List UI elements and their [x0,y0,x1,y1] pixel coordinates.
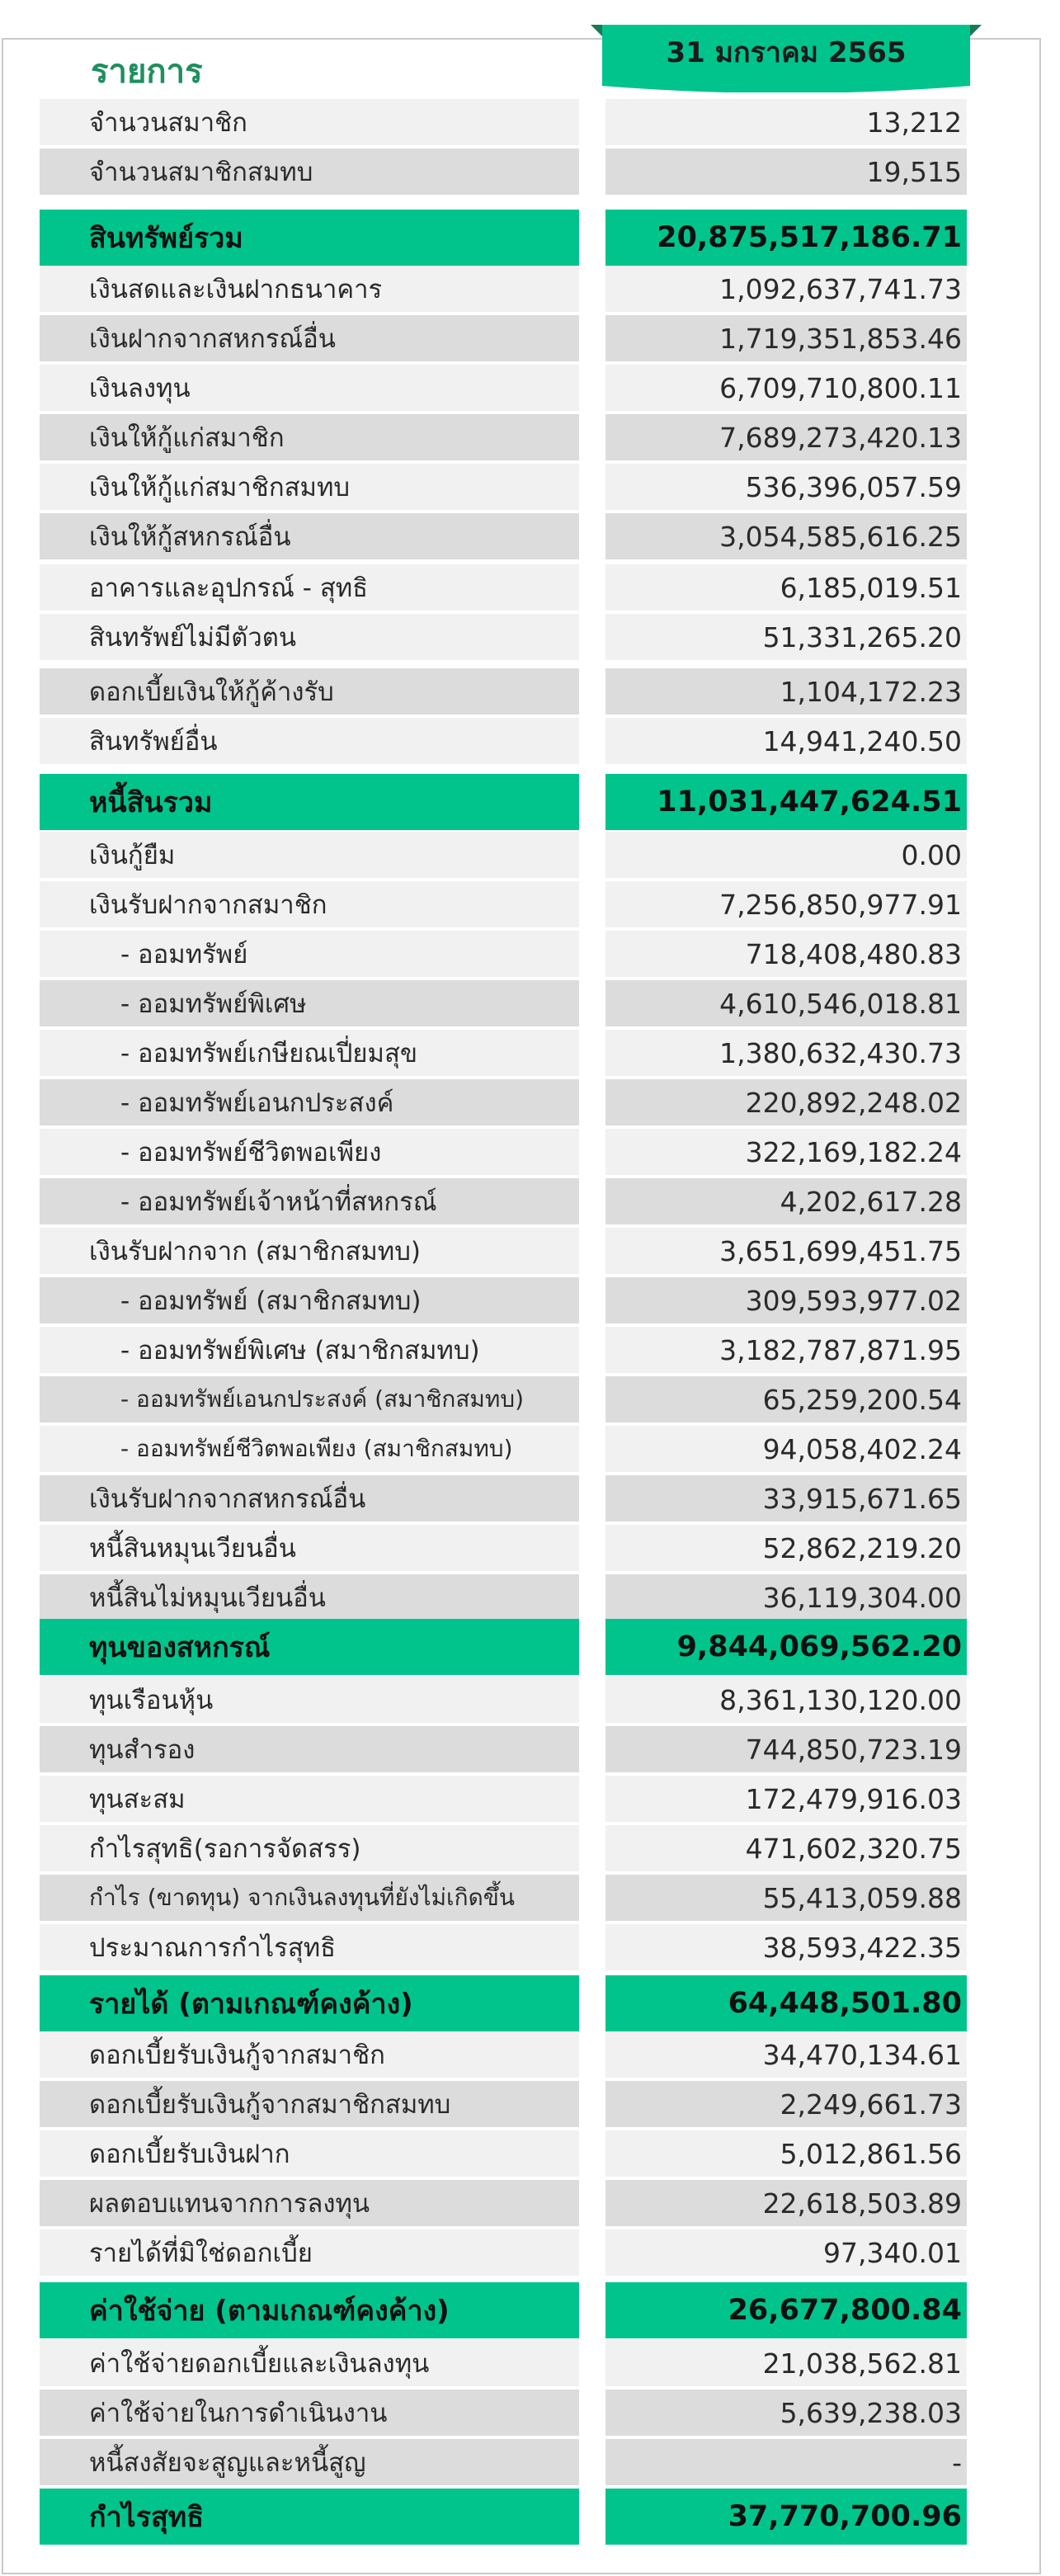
row-value: 19,515 [605,149,967,195]
table-row [40,2229,967,2276]
row-value: 471,602,320.75 [605,1825,967,1871]
table-row [40,1875,967,1921]
row-label: - ออมทรัพย์พิเศษ (สมาชิกสมทบ) [40,1327,579,1373]
row-label: หนี้สินไม่หมุนเวียนอื่น [40,1574,579,1621]
table-row [40,2031,967,2078]
row-label: เงินสดและเงินฝากธนาคาร [40,266,579,312]
section-header-row [40,2489,967,2545]
section-header-row [40,1975,967,2031]
row-label: - ออมทรัพย์พิเศษ [40,980,579,1026]
row-value: 536,396,057.59 [605,464,967,510]
row-value: 5,639,238.03 [605,2390,967,2436]
section-header-row [40,774,967,830]
table-row [40,1776,967,1822]
row-value: 9,844,069,562.20 [605,1619,967,1675]
table-row [40,1574,967,1621]
row-value: 20,875,517,186.71 [605,210,967,266]
row-label: หนี้สงสัยจะสูญและหนี้สูญ [40,2439,579,2485]
table-row [40,668,967,715]
table-row [40,1327,967,1373]
row-value: 172,479,916.03 [605,1776,967,1822]
row-label: เงินให้กู้แก่สมาชิก [40,414,579,460]
table-row [40,149,967,195]
table-row [40,1376,967,1422]
table-row [40,564,967,611]
row-value: 220,892,248.02 [605,1079,967,1125]
row-value: 2,249,661.73 [605,2081,967,2127]
row-value: 51,331,265.20 [605,614,967,660]
row-value: 309,593,977.02 [605,1277,967,1323]
table-row [40,2390,967,2436]
row-label: ผลตอบแทนจากการลงทุน [40,2180,579,2226]
row-value: 1,104,172.23 [605,668,967,715]
section-header-row [40,1619,967,1675]
row-label: หนี้สินรวม [40,774,579,830]
row-label: สินทรัพย์อื่น [40,718,579,764]
row-value: 744,850,723.19 [605,1726,967,1772]
row-value: 55,413,059.88 [605,1875,967,1921]
row-value: 4,610,546,018.81 [605,980,967,1026]
table-row [40,1677,967,1723]
row-label: - ออมทรัพย์เอนกประสงค์ (สมาชิกสมทบ) [40,1376,579,1422]
table-row [40,1277,967,1323]
row-label: สินทรัพย์ไม่มีตัวตน [40,614,579,660]
row-label: เงินให้กู้สหกรณ์อื่น [40,513,579,559]
row-label: - ออมทรัพย์เกษียณเปี่ยมสุข [40,1030,579,1076]
row-label: ดอกเบี้ยเงินให้กู้ค้างรับ [40,668,579,715]
row-value: 3,054,585,616.25 [605,513,967,559]
row-value: 37,770,700.96 [605,2489,967,2545]
table-row [40,2340,967,2386]
table-row [40,266,967,312]
row-value: 52,862,219.20 [605,1525,967,1571]
row-label: ทุนเรือนหุ้น [40,1677,579,1723]
row-label: ค่าใช้จ่ายดอกเบี้ยและเงินลงทุน [40,2340,579,2386]
row-label: - ออมทรัพย์ชีวิตพอเพียง (สมาชิกสมทบ) [40,1426,579,1472]
row-label: ทุนของสหกรณ์ [40,1619,579,1675]
row-value: 26,677,800.84 [605,2282,967,2338]
row-value: 11,031,447,624.51 [605,774,967,830]
row-label: กำไร (ขาดทุน) จากเงินลงทุนที่ยังไม่เกิดขึ้น [40,1875,579,1921]
row-label: กำไรสุทธิ(รอการจัดสรร) [40,1825,579,1871]
section-header-row [40,210,967,266]
table-row [40,2081,967,2127]
table-row [40,1726,967,1772]
table-row [40,931,967,977]
table-row [40,1825,967,1871]
row-label: - ออมทรัพย์เจ้าหน้าที่สหกรณ์ [40,1178,579,1224]
row-value: 3,182,787,871.95 [605,1327,967,1373]
table-row [40,315,967,361]
table-row [40,832,967,878]
table-row [40,99,967,145]
row-value: 3,651,699,451.75 [605,1228,967,1274]
row-value: 36,119,304.00 [605,1574,967,1621]
row-label: เงินรับฝากจาก (สมาชิกสมทบ) [40,1228,579,1274]
row-label: จำนวนสมาชิกสมทบ [40,149,579,195]
table-row [40,365,967,411]
row-value: 1,719,351,853.46 [605,315,967,361]
row-label: เงินฝากจากสหกรณ์อื่น [40,315,579,361]
table-row [40,718,967,764]
table-row [40,513,967,559]
row-label: ค่าใช้จ่าย (ตามเกณฑ์คงค้าง) [40,2282,579,2338]
row-value: 7,689,273,420.13 [605,414,967,460]
date-header-tab [591,25,982,92]
table-row [40,2439,967,2485]
table-row [40,2130,967,2177]
table-row [40,2180,967,2226]
table-row [40,1426,967,1472]
table-row [40,1228,967,1274]
row-label: ทุนสำรอง [40,1726,579,1772]
row-label: อาคารและอุปกรณ์ - สุทธิ [40,564,579,611]
row-label: - ออมทรัพย์ชีวิตพอเพียง [40,1129,579,1175]
section-header-row [40,2282,967,2338]
row-label: จำนวนสมาชิก [40,99,579,145]
row-value: 64,448,501.80 [605,1975,967,2031]
row-label: เงินรับฝากจากสมาชิก [40,881,579,927]
row-value: 1,380,632,430.73 [605,1030,967,1076]
row-label: เงินลงทุน [40,365,579,411]
row-label: หนี้สินหมุนเวียนอื่น [40,1525,579,1571]
row-value: 94,058,402.24 [605,1426,967,1472]
table-row [40,464,967,510]
row-label: - ออมทรัพย์ [40,931,579,977]
table-row [40,1030,967,1076]
table-row [40,1924,967,1970]
row-value: - [605,2439,967,2485]
row-value: 7,256,850,977.91 [605,881,967,927]
row-label: ดอกเบี้ยรับเงินกู้จากสมาชิกสมทบ [40,2081,579,2127]
row-value: 1,092,637,741.73 [605,266,967,312]
row-value: 21,038,562.81 [605,2340,967,2386]
report-date: 31 มกราคม 2565 [666,36,907,69]
table-row [40,1129,967,1175]
row-label: กำไรสุทธิ [40,2489,579,2545]
row-label: เงินให้กู้แก่สมาชิกสมทบ [40,464,579,510]
row-value: 5,012,861.56 [605,2130,967,2177]
row-value: 65,259,200.54 [605,1376,967,1422]
table-row [40,980,967,1026]
row-label: เงินกู้ยืม [40,832,579,878]
row-label: - ออมทรัพย์เอนกประสงค์ [40,1079,579,1125]
row-value: 8,361,130,120.00 [605,1677,967,1723]
row-value: 6,709,710,800.11 [605,365,967,411]
row-label: ดอกเบี้ยรับเงินกู้จากสมาชิก [40,2031,579,2078]
row-label: - ออมทรัพย์ (สมาชิกสมทบ) [40,1277,579,1323]
row-label: ค่าใช้จ่ายในการดำเนินงาน [40,2390,579,2436]
row-value: 33,915,671.65 [605,1475,967,1522]
table-row [40,1178,967,1224]
table-row [40,614,967,660]
table-row [40,414,967,460]
row-value: 4,202,617.28 [605,1178,967,1224]
row-label: สินทรัพย์รวม [40,210,579,266]
row-value: 13,212 [605,99,967,145]
row-value: 14,941,240.50 [605,718,967,764]
row-value: 34,470,134.61 [605,2031,967,2078]
row-label: ทุนสะสม [40,1776,579,1822]
row-label: ดอกเบี้ยรับเงินฝาก [40,2130,579,2177]
row-label: เงินรับฝากจากสหกรณ์อื่น [40,1475,579,1522]
row-value: 322,169,182.24 [605,1129,967,1175]
row-label: รายได้ที่มิใช่ดอกเบี้ย [40,2229,579,2276]
row-label: ประมาณการกำไรสุทธิ [40,1924,579,1970]
row-value: 97,340.01 [605,2229,967,2276]
row-value: 718,408,480.83 [605,931,967,977]
row-value: 6,185,019.51 [605,564,967,611]
table-row [40,1079,967,1125]
table-row [40,1475,967,1522]
column-label: รายการ [91,53,203,91]
table-row [40,1525,967,1571]
row-label: รายได้ (ตามเกณฑ์คงค้าง) [40,1975,579,2031]
row-value: 22,618,503.89 [605,2180,967,2226]
table-row [40,881,967,927]
row-value: 0.00 [605,832,967,878]
row-value: 38,593,422.35 [605,1924,967,1970]
